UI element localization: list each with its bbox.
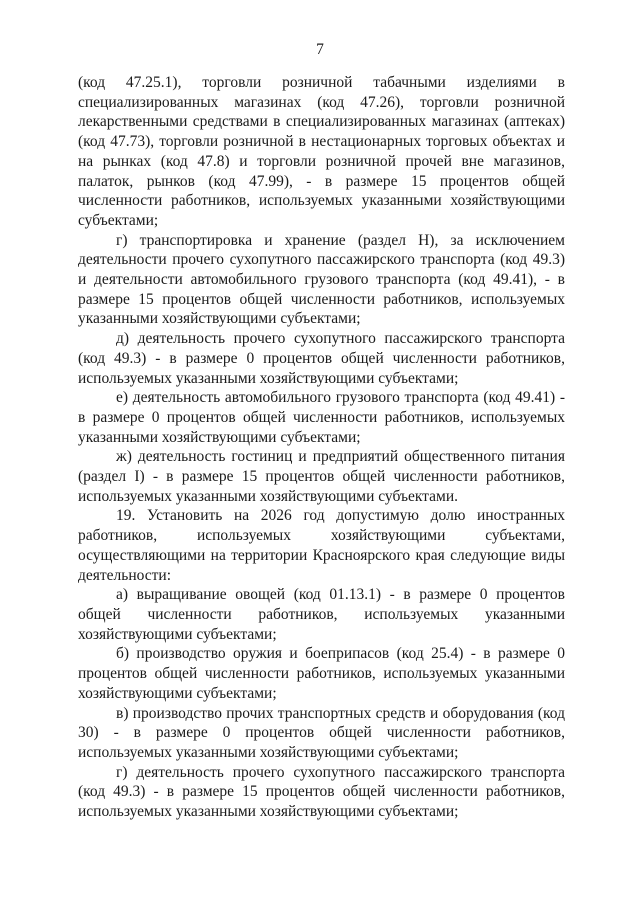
paragraph-item-zh-hotels: ж) деятельность гостиниц и предприятий общественного питания (раздел I) - в размере 15 процентов общей численности работников, используемых указанными хозяйствующими субъектами. (78, 448, 565, 505)
paragraph-item-e-freight-transport: е) деятельность автомобильного грузового транспорта (код 49.41) - в размере 0 процентов общей численности работников, используемых указанными хозяйствующими субъектами; (78, 389, 565, 446)
paragraph-item-d-passenger-transport: д) деятельность прочего сухопутного пассажирского транспорта (код 49.3) - в размере 0 процентов общей численности работников, используемых указанными хозяйствующими субъектами; (78, 330, 565, 387)
page-number: 7 (316, 41, 324, 58)
paragraph-item-b-weapons: б) производство оружия и боеприпасов (код 25.4) - в размере 0 процентов общей численности работников, используемых указанными хозяйствующими субъектами; (78, 645, 565, 702)
document-body (78, 73, 565, 822)
paragraph-continuation: (код 47.25.1), торговли розничной табачными изделиями в специализированных магазинах (код 47.26), торговли розничной лекарственными средствами в специализированных магазинах (аптеках) (код 47.73), торговли розничной в нестационарных торговых объектах и на рынках (код 47.8) и торговли розничной прочей вне магазинов, палаток, рынков (код 47.99), - в размере 15 процентов общей численности работников, используемых указанными хозяйствующими субъектами; (78, 74, 565, 229)
paragraph-clause-19: 19. Установить на 2026 год допустимую долю иностранных работников, используемых хозяйствующими субъектами, осуществляющими на территории Красноярского края следующие виды деятельности: (78, 507, 565, 584)
paragraph-item-a-vegetables: а) выращивание овощей (код 01.13.1) - в размере 0 процентов общей численности работников, используемых указанными хозяйствующими субъектами; (78, 586, 565, 643)
paragraph-item-g-transport: г) транспортировка и хранение (раздел Н), за исключением деятельности прочего сухопутного пассажирского транспорта (код 49.3) и деятельности автомобильного грузового транспорта (код 49.41), - в размере 15 процентов общей численности работников, используемых указанными хозяйствующими субъектами; (78, 231, 565, 328)
paragraph-item-v-vehicles: в) производство прочих транспортных средств и оборудования (код 30) - в размере 0 процентов общей численности работников, используемых указанными хозяйствующими субъектами; (78, 704, 565, 761)
paragraph-item-g-passenger-transport: г) деятельность прочего сухопутного пассажирского транспорта (код 49.3) - в размере 15 процентов общей численности работников, используемых указанными хозяйствующими субъектами; (78, 763, 565, 821)
